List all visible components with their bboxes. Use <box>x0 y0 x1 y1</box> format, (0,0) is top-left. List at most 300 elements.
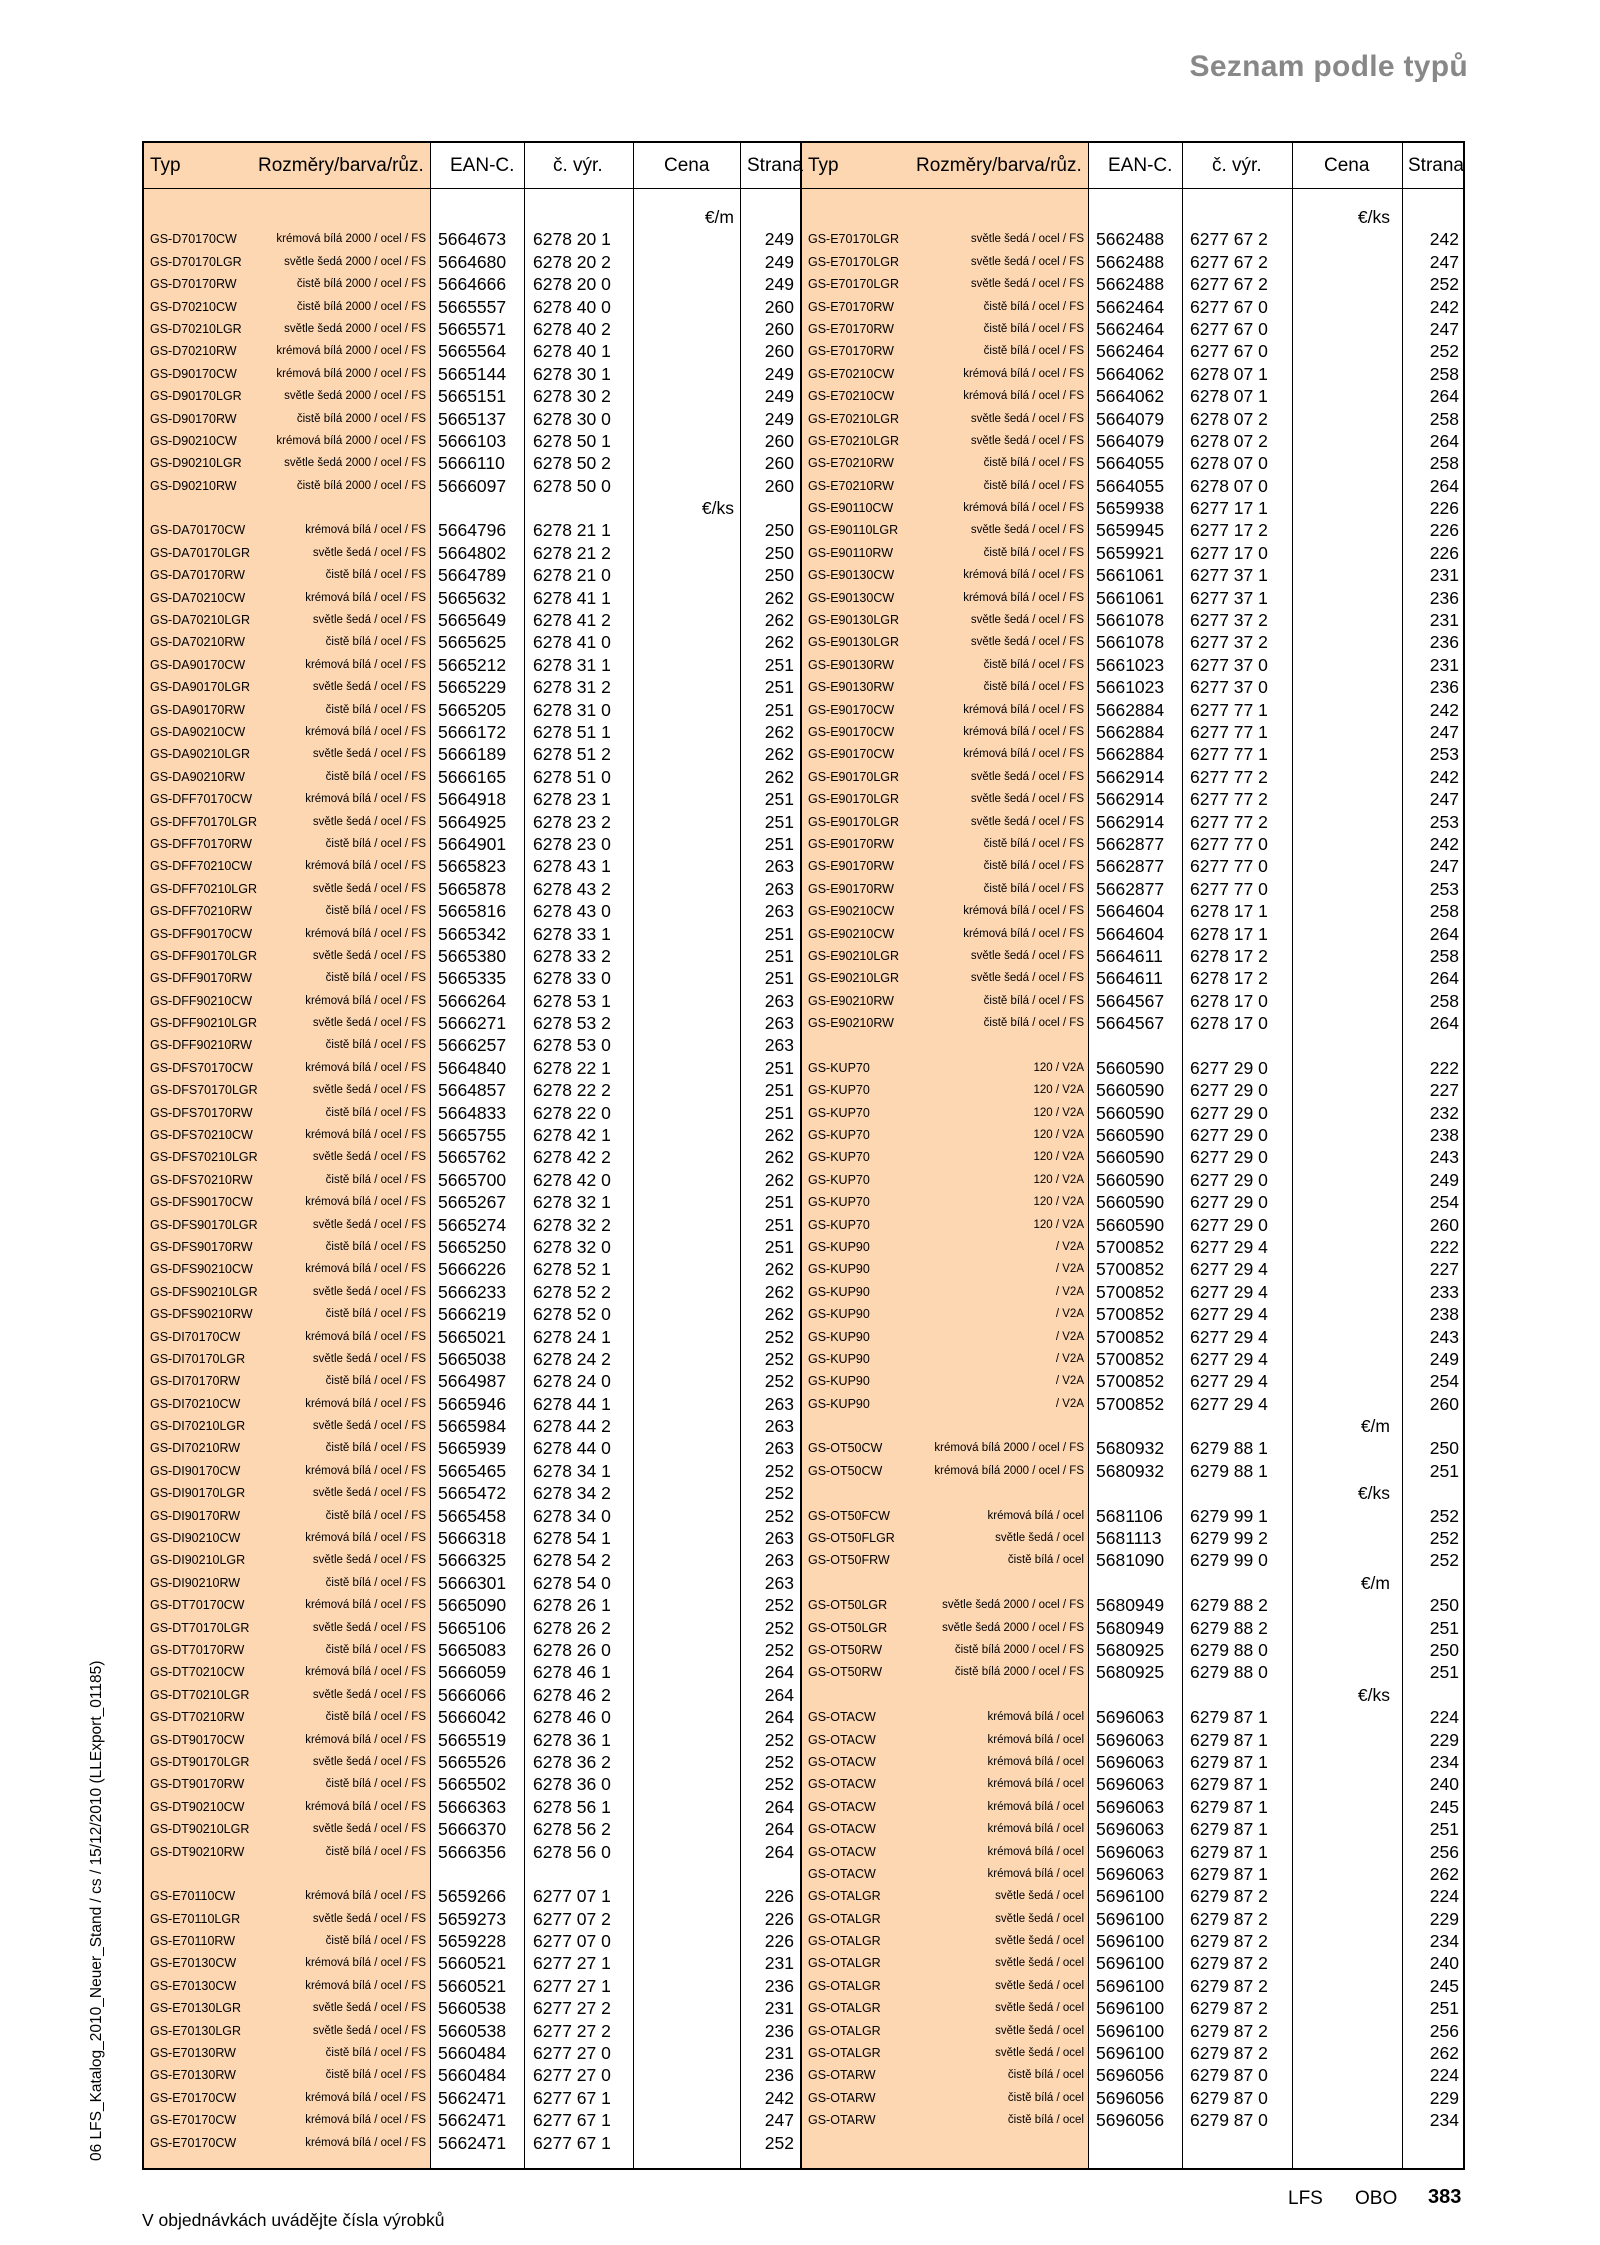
table-row <box>802 1773 1465 1795</box>
page-ref-cell: 251 <box>764 923 794 944</box>
description-cell: krémová bílá / ocel / FS <box>305 1800 426 1813</box>
description-cell: krémová bílá / ocel / FS <box>963 390 1084 403</box>
table-row <box>144 2020 800 2042</box>
type-cell: GS-D70170RW <box>150 277 237 292</box>
description-cell: 120 / V2A <box>1033 1196 1084 1209</box>
ean-cell: 5664987 <box>438 1371 507 1392</box>
article-number-cell: 6279 88 1 <box>1190 1460 1268 1481</box>
page-ref-cell: 252 <box>764 1595 794 1616</box>
article-number-cell: 6278 40 1 <box>533 341 611 362</box>
description-cell: čistě bílá / ocel <box>1007 1554 1084 1567</box>
page-ref-cell: 263 <box>764 1035 794 1056</box>
ean-cell: 5696100 <box>1096 2020 1165 2041</box>
page-ref-cell: 229 <box>1429 2087 1459 2108</box>
description-cell: čistě bílá / ocel <box>1007 2114 1084 2127</box>
type-cell: GS-E70210RW <box>808 456 894 471</box>
article-number-cell: 6278 32 2 <box>533 1214 611 1235</box>
type-cell: GS-OT50CW <box>808 1441 883 1456</box>
article-number-cell: 6278 31 1 <box>533 654 611 675</box>
table-row <box>144 1281 800 1303</box>
table-row <box>144 833 800 855</box>
description-cell: krémová bílá / ocel / FS <box>305 725 426 738</box>
table-row <box>144 1415 800 1437</box>
ean-cell: 5666059 <box>438 1662 507 1683</box>
table-row <box>802 1079 1465 1101</box>
article-number-cell: 6279 87 2 <box>1190 1998 1268 2019</box>
type-cell: GS-DT90210LGR <box>150 1822 250 1837</box>
article-number-cell: 6279 87 2 <box>1190 2020 1268 2041</box>
type-cell: GS-D70170LGR <box>150 254 242 269</box>
table-row <box>144 1773 800 1795</box>
ean-cell: 5666264 <box>438 990 507 1011</box>
article-number-cell: 6278 56 1 <box>533 1796 611 1817</box>
type-cell: GS-E90170CW <box>808 724 895 739</box>
ean-cell: 5665250 <box>438 1236 507 1257</box>
description-cell: krémová bílá 2000 / ocel / FS <box>276 233 426 246</box>
header-cislo: č. výr. <box>553 155 603 176</box>
description-cell: světle šedá / ocel / FS <box>312 1621 426 1634</box>
page-ref-cell: 264 <box>1429 1013 1459 1034</box>
ean-cell: 5660484 <box>438 2043 507 2064</box>
type-cell: GS-DI90170LGR <box>150 1486 246 1501</box>
ean-cell: 5665632 <box>438 587 507 608</box>
description-cell: krémová bílá / ocel <box>987 1778 1084 1791</box>
ean-cell: 5696100 <box>1096 1953 1165 1974</box>
price-unit: €/ks <box>1357 1483 1390 1504</box>
type-cell: GS-DT90170RW <box>150 1777 245 1792</box>
page-ref-cell: 224 <box>1429 1886 1459 1907</box>
type-cell: GS-DA70210CW <box>150 590 246 605</box>
type-cell: GS-E90210RW <box>808 993 894 1008</box>
description-cell: čistě bílá 2000 / ocel / FS <box>296 300 426 313</box>
ean-cell: 5664062 <box>1096 363 1165 384</box>
table-row <box>144 1706 800 1728</box>
table-row <box>802 340 1465 362</box>
description-cell: světle šedá / ocel / FS <box>970 255 1084 268</box>
description-cell: krémová bílá / ocel <box>987 1845 1084 1858</box>
ean-cell: 5661078 <box>1096 610 1165 631</box>
description-cell: krémová bílá / ocel / FS <box>305 1532 426 1545</box>
page-ref-cell: 251 <box>764 699 794 720</box>
ean-cell: 5680932 <box>1096 1460 1165 1481</box>
table-row <box>144 900 800 922</box>
description-cell: krémová bílá / ocel / FS <box>963 591 1084 604</box>
table-row <box>802 1214 1465 1236</box>
type-cell: GS-KUP90 <box>808 1284 870 1299</box>
type-cell: GS-KUP70 <box>808 1195 870 1210</box>
ean-cell: 5696063 <box>1096 1841 1165 1862</box>
ean-cell: 5660590 <box>1096 1192 1165 1213</box>
article-number-cell: 6278 34 2 <box>533 1483 611 1504</box>
description-cell: krémová bílá / ocel / FS <box>305 1061 426 1074</box>
page-ref-cell: 249 <box>764 363 794 384</box>
table-row <box>144 408 800 430</box>
ean-cell: 5666110 <box>438 453 505 474</box>
description-cell: krémová bílá 2000 / ocel / FS <box>276 434 426 447</box>
ean-cell: 5661023 <box>1096 677 1165 698</box>
type-cell: GS-DI90210RW <box>150 1575 241 1590</box>
page-ref-cell: 264 <box>1429 475 1459 496</box>
table-row <box>802 1236 1465 1258</box>
type-cell: GS-DFS70170CW <box>150 1060 253 1075</box>
page-ref-cell: 258 <box>1429 408 1459 429</box>
description-cell: krémová bílá / ocel <box>987 1755 1084 1768</box>
article-number-cell: 6278 51 2 <box>533 744 611 765</box>
ean-cell: 5665816 <box>438 901 507 922</box>
description-cell: krémová bílá / ocel / FS <box>305 1464 426 1477</box>
table-row <box>144 1594 800 1616</box>
page-ref-cell: 262 <box>764 744 794 765</box>
description-cell: čistě bílá / ocel / FS <box>325 703 426 716</box>
page-ref-cell: 253 <box>1429 811 1459 832</box>
ean-cell: 5665984 <box>438 1416 507 1437</box>
header-rozmery: Rozměry/barva/růz. <box>258 155 424 176</box>
article-number-cell: 6278 52 0 <box>533 1304 611 1325</box>
table-row <box>802 1370 1465 1392</box>
type-cell: GS-E70210LGR <box>808 433 900 448</box>
description-cell: světle šedá / ocel / FS <box>970 233 1084 246</box>
ean-cell: 5696100 <box>1096 1886 1165 1907</box>
description-cell: krémová bílá / ocel / FS <box>305 927 426 940</box>
page-ref-cell: 251 <box>1429 1662 1459 1683</box>
page-ref-cell: 242 <box>1429 833 1459 854</box>
header-cislo: č. výr. <box>1212 155 1262 176</box>
description-cell: světle šedá / ocel / FS <box>312 2024 426 2037</box>
page-ref-cell: 226 <box>1429 520 1459 541</box>
table-row <box>144 2042 800 2064</box>
type-cell: GS-E70110CW <box>150 1889 236 1904</box>
ean-cell: 5662884 <box>1096 721 1165 742</box>
article-number-cell: 6277 27 1 <box>533 1975 611 1996</box>
page-ref-cell: 263 <box>764 1572 794 1593</box>
article-number-cell: 6278 42 2 <box>533 1147 611 1168</box>
page-ref-cell: 264 <box>1429 923 1459 944</box>
article-number-cell: 6278 40 2 <box>533 318 611 339</box>
ean-cell: 5700852 <box>1096 1259 1165 1280</box>
table-row <box>144 1549 800 1571</box>
type-cell: GS-D90210LGR <box>150 456 242 471</box>
article-number-cell: 6277 17 1 <box>1190 498 1268 519</box>
article-number-cell: 6279 87 1 <box>1190 1841 1268 1862</box>
article-number-cell: 6278 44 2 <box>533 1416 611 1437</box>
article-number-cell: 6278 20 0 <box>533 274 611 295</box>
type-cell: GS-DI70170CW <box>150 1329 241 1344</box>
type-cell: GS-D70170CW <box>150 232 237 247</box>
description-cell: světle šedá / ocel / FS <box>312 949 426 962</box>
type-cell: GS-E70210RW <box>808 478 894 493</box>
header-strana: Strana <box>1408 155 1464 176</box>
description-cell: čistě bílá / ocel / FS <box>983 994 1084 1007</box>
table-row <box>144 1057 800 1079</box>
table-row <box>144 1303 800 1325</box>
article-number-cell: 6278 07 0 <box>1190 475 1268 496</box>
description-cell: čistě bílá / ocel / FS <box>325 905 426 918</box>
article-number-cell: 6277 77 0 <box>1190 856 1268 877</box>
description-cell: krémová bílá / ocel / FS <box>305 793 426 806</box>
description-cell: světle šedá / ocel / FS <box>970 636 1084 649</box>
type-cell: GS-E70170LGR <box>808 254 900 269</box>
description-cell: čistě bílá / ocel / FS <box>325 2069 426 2082</box>
type-cell: GS-E70170RW <box>808 299 894 314</box>
ean-cell: 5666257 <box>438 1035 507 1056</box>
page-ref-cell: 251 <box>764 789 794 810</box>
type-cell: GS-E90110LGR <box>808 523 899 538</box>
article-number-cell: 6278 33 2 <box>533 945 611 966</box>
page-ref-cell: 243 <box>1429 1326 1459 1347</box>
table-row <box>802 1729 1465 1751</box>
page-ref-cell: 252 <box>764 1505 794 1526</box>
page-ref-cell: 236 <box>764 1975 794 1996</box>
table-row <box>802 273 1465 295</box>
unit-row <box>802 1482 1465 1504</box>
type-cell: GS-DFF70170LGR <box>150 814 257 829</box>
page-ref-cell: 262 <box>1429 2043 1459 2064</box>
brand-lfs: LFS <box>1288 2188 1323 2209</box>
ean-cell: 5696100 <box>1096 1931 1165 1952</box>
table-row <box>802 1527 1465 1549</box>
article-number-cell: 6278 30 1 <box>533 363 611 384</box>
article-number-cell: 6277 29 0 <box>1190 1057 1268 1078</box>
ean-cell: 5661078 <box>1096 632 1165 653</box>
page-ref-cell: 251 <box>764 654 794 675</box>
table-row <box>144 1796 800 1818</box>
table-row <box>802 609 1465 631</box>
page-ref-cell: 229 <box>1429 1729 1459 1750</box>
page-ref-cell: 238 <box>1429 1125 1459 1146</box>
article-number-cell: 6278 54 1 <box>533 1528 611 1549</box>
ean-cell: 5665106 <box>438 1617 507 1638</box>
description-cell: 120 / V2A <box>1033 1218 1084 1231</box>
table-row <box>144 1102 800 1124</box>
article-number-cell: 6277 29 4 <box>1190 1304 1268 1325</box>
description-cell: čistě bílá / ocel / FS <box>983 479 1084 492</box>
type-cell: GS-DFF90210CW <box>150 993 253 1008</box>
ean-cell: 5664062 <box>1096 386 1165 407</box>
ean-cell: 5661061 <box>1096 587 1165 608</box>
ean-cell: 5665083 <box>438 1640 507 1660</box>
table-row <box>802 878 1465 900</box>
description-cell: krémová bílá / ocel / FS <box>305 1129 426 1142</box>
article-number-cell: 6278 41 1 <box>533 587 611 608</box>
description-cell: čistě bílá / ocel / FS <box>983 860 1084 873</box>
article-number-cell: 6278 26 0 <box>533 1640 611 1660</box>
header-rozmery: Rozměry/barva/růz. <box>916 155 1082 176</box>
table-row <box>802 1258 1465 1280</box>
ean-cell: 5700852 <box>1096 1371 1165 1392</box>
article-number-cell: 6277 37 2 <box>1190 632 1268 653</box>
ean-cell: 5665342 <box>438 923 507 944</box>
table-row <box>802 1841 1465 1863</box>
table-row <box>144 654 800 676</box>
type-cell: GS-KUP70 <box>808 1217 870 1232</box>
ean-cell: 5665700 <box>438 1169 507 1190</box>
page-ref-cell: 231 <box>764 1953 794 1974</box>
description-cell: čistě bílá 2000 / ocel / FS <box>954 1666 1084 1679</box>
header-typ: Typ <box>150 155 181 176</box>
ean-cell: 5662471 <box>438 2132 507 2153</box>
type-cell: GS-DFF70170RW <box>150 836 252 851</box>
article-number-cell: 6278 34 0 <box>533 1505 611 1526</box>
description-cell: čistě bílá / ocel / FS <box>983 681 1084 694</box>
page-ref-cell: 252 <box>764 1348 794 1369</box>
type-cell: GS-OTACW <box>808 1822 876 1837</box>
table-row <box>802 1124 1465 1146</box>
page-ref-cell: 233 <box>1429 1281 1459 1302</box>
article-number-cell: 6277 37 1 <box>1190 587 1268 608</box>
type-cell: GS-E90170RW <box>808 881 894 896</box>
description-cell: čistě bílá / ocel / FS <box>325 1576 426 1589</box>
table-row <box>144 721 800 743</box>
ean-cell: 5680925 <box>1096 1662 1165 1683</box>
header-strana: Strana <box>747 155 803 176</box>
ean-cell: 5664918 <box>438 789 507 810</box>
page-ref-cell: 226 <box>764 1886 794 1907</box>
article-number-cell: 6277 27 2 <box>533 2020 611 2041</box>
type-cell: GS-DT90210RW <box>150 1844 245 1859</box>
ean-cell: 5659921 <box>1096 542 1165 563</box>
table-row <box>144 1326 800 1348</box>
ean-cell: 5696063 <box>1096 1774 1165 1795</box>
article-number-cell: 6278 31 0 <box>533 699 611 720</box>
brand-obo: OBO <box>1355 2188 1398 2209</box>
ean-cell: 5696063 <box>1096 1751 1165 1772</box>
page-ref-cell: 263 <box>764 856 794 877</box>
ean-cell: 5666103 <box>438 430 507 451</box>
article-number-cell: 6279 99 0 <box>1190 1550 1268 1571</box>
page-ref-cell: 262 <box>764 766 794 787</box>
table-row <box>144 296 800 318</box>
type-cell: GS-E90210CW <box>808 904 895 919</box>
description-cell: světle šedá 2000 / ocel / FS <box>284 390 426 403</box>
table-row <box>144 1818 800 1840</box>
type-cell: GS-E70130CW <box>150 1978 237 1993</box>
page-ref-cell: 249 <box>764 229 794 250</box>
type-cell: GS-DFF70210RW <box>150 904 252 919</box>
description-cell: 120 / V2A <box>1033 1151 1084 1164</box>
table-row <box>144 1684 800 1706</box>
type-cell: GS-OTACW <box>808 1799 876 1814</box>
description-cell: / V2A <box>1055 1375 1084 1388</box>
table-row <box>144 228 800 250</box>
type-cell: GS-DI70170LGR <box>150 1351 246 1366</box>
article-number-cell: 6278 53 2 <box>533 1013 611 1034</box>
page-ref-cell: 260 <box>764 318 794 339</box>
table-row <box>802 1818 1465 1840</box>
description-cell: krémová bílá / ocel / FS <box>305 1263 426 1276</box>
ean-cell: 5664796 <box>438 520 507 541</box>
type-cell: GS-OTALGR <box>808 2023 881 2038</box>
article-number-cell: 6277 37 1 <box>1190 565 1268 586</box>
page-ref-cell: 236 <box>1429 632 1459 653</box>
article-number-cell: 6277 27 0 <box>533 2043 611 2064</box>
ean-cell: 5696063 <box>1096 1729 1165 1750</box>
article-number-cell: 6277 37 0 <box>1190 677 1268 698</box>
type-cell: GS-D70210LGR <box>150 321 242 336</box>
table-row <box>802 564 1465 586</box>
article-number-cell: 6277 67 2 <box>1190 251 1268 272</box>
table-row <box>802 1908 1465 1930</box>
article-number-cell: 6278 50 2 <box>533 453 611 474</box>
ean-cell: 5660590 <box>1096 1125 1165 1146</box>
page-ref-cell: 264 <box>764 1684 794 1705</box>
page-ref-cell: 234 <box>1429 2110 1459 2131</box>
description-cell: čistě bílá 2000 / ocel / FS <box>296 479 426 492</box>
page-ref-cell: 252 <box>764 1483 794 1504</box>
type-cell: GS-E70170RW <box>808 321 894 336</box>
type-cell: GS-OTALGR <box>808 1911 881 1926</box>
table-row <box>144 1437 800 1459</box>
page-ref-cell: 251 <box>1429 1460 1459 1481</box>
page-ref-cell: 260 <box>764 341 794 362</box>
type-cell: GS-DI70210LGR <box>150 1419 246 1434</box>
ean-cell: 5662488 <box>1096 229 1165 250</box>
page-ref-cell: 251 <box>1429 1819 1459 1840</box>
price-unit: €/m <box>1360 1572 1390 1593</box>
article-number-cell: 6279 88 0 <box>1190 1640 1268 1660</box>
ean-cell: 5660590 <box>1096 1102 1165 1123</box>
page-ref-cell: 264 <box>764 1707 794 1728</box>
description-cell: světle šedá / ocel / FS <box>312 1084 426 1097</box>
ean-cell: 5664079 <box>1096 430 1165 451</box>
ean-cell: 5665380 <box>438 945 507 966</box>
ean-cell: 5664611 <box>1096 968 1163 989</box>
ean-cell: 5662471 <box>438 2087 507 2108</box>
page-ref-cell: 263 <box>764 1528 794 1549</box>
description-cell: světle šedá / ocel / FS <box>312 815 426 828</box>
table-row <box>802 430 1465 452</box>
type-cell: GS-E70170LGR <box>808 232 900 247</box>
page-ref-cell: 263 <box>764 1550 794 1571</box>
page-ref-cell: 252 <box>764 2132 794 2153</box>
ean-cell: 5666301 <box>438 1572 507 1593</box>
article-number-cell: 6277 77 0 <box>1190 878 1268 899</box>
ean-cell: 5666325 <box>438 1550 507 1571</box>
table-row <box>802 296 1465 318</box>
ean-cell: 5696100 <box>1096 1975 1165 1996</box>
footer-note: V objednávkách uvádějte čísla výrobků <box>142 2210 445 2230</box>
table-row <box>144 1169 800 1191</box>
page-ref-cell: 264 <box>1429 430 1459 451</box>
description-cell: světle šedá / ocel / FS <box>312 1823 426 1836</box>
ean-cell: 5666363 <box>438 1796 507 1817</box>
description-cell: krémová bílá / ocel / FS <box>305 1330 426 1343</box>
table-row <box>802 967 1465 989</box>
table-row <box>144 542 800 564</box>
type-cell: GS-E70130RW <box>150 2046 236 2061</box>
type-cell: GS-DA70170LGR <box>150 545 251 560</box>
page-ref-cell: 252 <box>764 1751 794 1772</box>
description-cell: čistě bílá / ocel / FS <box>325 1039 426 1052</box>
description-cell: krémová bílá / ocel / FS <box>305 994 426 1007</box>
article-number-cell: 6277 07 1 <box>533 1886 611 1907</box>
page-ref-cell: 242 <box>764 2087 794 2108</box>
article-number-cell: 6278 07 0 <box>1190 453 1268 474</box>
page-ref-cell: 251 <box>764 811 794 832</box>
table-row <box>144 1841 800 1863</box>
type-cell: GS-DFF70210CW <box>150 859 253 874</box>
ean-cell: 5665229 <box>438 677 507 698</box>
header-cena: Cena <box>664 155 710 176</box>
type-cell: GS-E70130LGR <box>150 2001 242 2016</box>
ean-cell: 5665649 <box>438 610 507 631</box>
article-number-cell: 6278 17 1 <box>1190 923 1268 944</box>
description-cell: čistě bílá / ocel / FS <box>325 1644 426 1656</box>
type-cell: GS-OTALGR <box>808 1956 881 1971</box>
ean-cell: 5664611 <box>1096 945 1163 966</box>
ean-cell: 5664680 <box>438 251 507 272</box>
article-number-cell: 6279 88 2 <box>1190 1595 1268 1616</box>
article-number-cell: 6277 29 4 <box>1190 1393 1268 1414</box>
